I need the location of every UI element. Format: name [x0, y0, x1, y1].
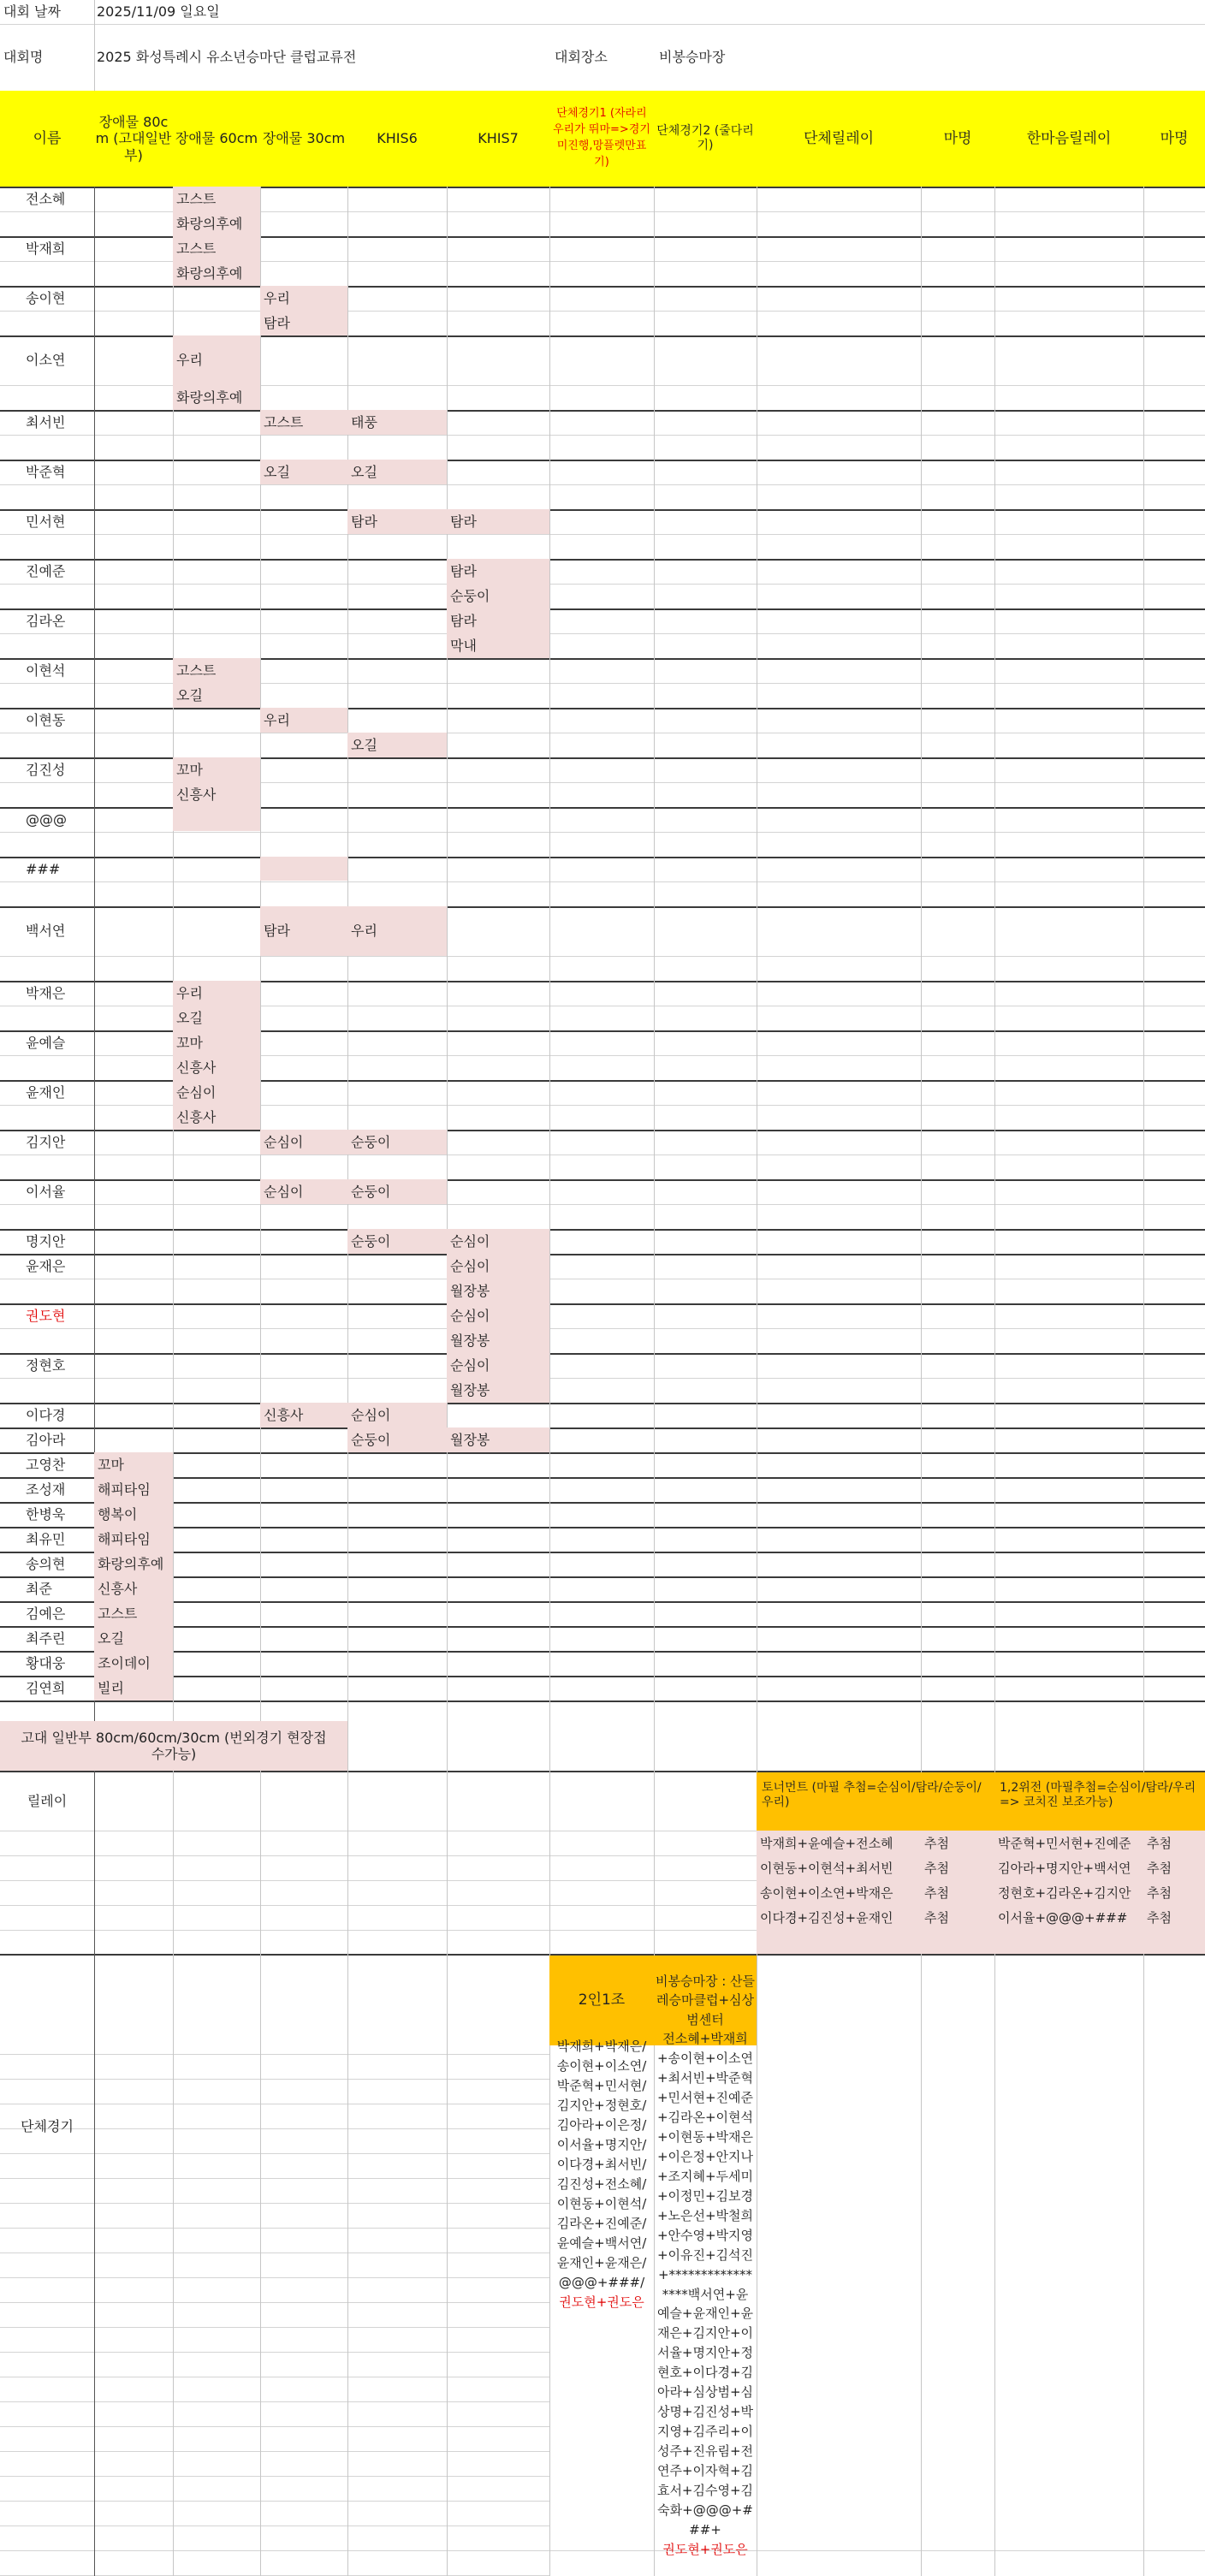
- relay-horse[interactable]: 추첨: [921, 1880, 994, 1905]
- grid-hline: [0, 2550, 1205, 2551]
- horse-cell-c60[interactable]: 오길: [173, 1006, 260, 1030]
- grid-hline: [0, 1527, 1205, 1528]
- rider-name[interactable]: 최주린: [26, 1629, 66, 1647]
- grid-hline: [0, 1229, 1205, 1231]
- grid-hline: [0, 1601, 1205, 1603]
- grid-hline: [0, 881, 1205, 882]
- rider-name[interactable]: 민서현: [26, 513, 66, 530]
- horse-cell-khis6[interactable]: 순둥이: [347, 1130, 447, 1154]
- rider-name[interactable]: 이서율: [26, 1183, 66, 1200]
- horse-cell-c60[interactable]: 꼬마: [173, 757, 260, 782]
- horse-cell-khis7[interactable]: 월장봉: [447, 1279, 549, 1303]
- grid-hline: [0, 1701, 1205, 1702]
- grid-vline: [921, 91, 922, 2576]
- grid-hline: [0, 559, 1205, 561]
- horse-cell-khis6[interactable]: 오길: [347, 460, 447, 484]
- grid-vline: [994, 91, 995, 2576]
- team-game-pair-list[interactable]: [549, 2039, 654, 2310]
- event-name-label[interactable]: 대회명: [3, 49, 44, 66]
- event-name-value[interactable]: 2025 화성특례시 유소년승마단 클럽교류전: [97, 49, 357, 66]
- grid-hline: [0, 1477, 1205, 1479]
- horse-cell-c30[interactable]: 탐라: [260, 311, 347, 335]
- rider-name[interactable]: 박재희: [26, 240, 66, 257]
- grid-hline: [0, 1378, 1205, 1379]
- team-game-label[interactable]: 단체경기: [21, 2118, 74, 2135]
- relay-team[interactable]: 이현동+이현석+최서빈: [757, 1855, 921, 1880]
- horse-cell-khis7[interactable]: 월장봉: [447, 1378, 549, 1403]
- grid-hline: [0, 584, 1205, 585]
- horse-cell-c60[interactable]: 꼬마: [173, 1030, 260, 1055]
- rider-name[interactable]: 윤재은: [26, 1257, 66, 1274]
- rider-name[interactable]: 황대웅: [26, 1654, 66, 1671]
- horse-cell-c60[interactable]: 화랑의후예: [173, 385, 260, 410]
- rider-name[interactable]: 백서연: [26, 923, 66, 940]
- date-label[interactable]: 대회 날짜: [3, 3, 61, 21]
- relay-team[interactable]: 이다경+김진성+윤재인: [757, 1905, 921, 1930]
- horse-cell-c30[interactable]: 고스트: [260, 410, 347, 435]
- horse-cell-c60[interactable]: 신흥사: [173, 1055, 260, 1080]
- horse-cell-c30[interactable]: 오길: [260, 460, 347, 484]
- grid-hline: [0, 460, 1205, 461]
- relay-horse[interactable]: 추첨: [921, 1905, 994, 1930]
- horse-cell-c60[interactable]: 고스트: [173, 187, 260, 211]
- rider-name[interactable]: 정현호: [26, 1356, 66, 1374]
- venue-value[interactable]: 비봉승마장: [659, 49, 726, 66]
- horse-cell-c80[interactable]: 오길: [94, 1626, 173, 1651]
- grid-hline: [0, 1626, 1205, 1628]
- rider-name[interactable]: 최유민: [26, 1530, 66, 1547]
- team-game-tug-list[interactable]: [654, 2031, 757, 2557]
- grid-hline: [0, 1328, 1205, 1329]
- grid-hline: [0, 311, 1205, 312]
- rider-name[interactable]: 전소혜: [26, 190, 66, 207]
- grid-hline: [0, 1552, 1205, 1553]
- horse-cell-c30[interactable]: 탐라: [260, 906, 347, 956]
- grid-hline: [0, 1427, 1205, 1429]
- grid-hline: [0, 1204, 1205, 1205]
- rider-name[interactable]: 김연희: [26, 1679, 66, 1696]
- horse-cell-c80[interactable]: 신흥사: [94, 1576, 173, 1601]
- rider-name[interactable]: 이현석: [26, 662, 66, 679]
- horse-cell-c80[interactable]: 빌리: [94, 1676, 173, 1701]
- date-value[interactable]: 2025/11/09 일요일: [97, 3, 220, 21]
- col-header-one-heart-relay[interactable]: 한마음릴레이: [994, 91, 1143, 187]
- team-game-venue-header[interactable]: 비봉승마장 : 산들레승마클럽+심상범센터: [654, 1956, 757, 2045]
- horse-cell-c80[interactable]: 해피타임: [94, 1527, 173, 1552]
- col-header-name[interactable]: 이름: [0, 91, 94, 187]
- grid-hline: [0, 906, 1205, 908]
- grid-hline: [0, 1676, 1205, 1677]
- horse-cell-khis7[interactable]: 순둥이: [447, 584, 549, 608]
- grid-hline: [0, 410, 1205, 412]
- horse-cell-c60[interactable]: 화랑의후예: [173, 211, 260, 236]
- horse-cell-khis6[interactable]: 태풍: [347, 410, 447, 435]
- grid-hline: [0, 2451, 549, 2452]
- rider-name[interactable]: 송의현: [26, 1555, 66, 1572]
- grid-vline: [1143, 91, 1144, 2576]
- horse-cell-c60[interactable]: 고스트: [173, 236, 260, 261]
- final-header[interactable]: 1,2위전 (마필추첨=순심이/탐라/우리 => 코치진 보조가능): [994, 1772, 1205, 1831]
- grid-hline: [0, 1403, 1205, 1404]
- horse-cell-c30[interactable]: 우리: [260, 286, 347, 311]
- team-game-pair-header[interactable]: 2인1조: [549, 1956, 654, 2045]
- horse-cell-c80[interactable]: 고스트: [94, 1601, 173, 1626]
- pair-list-red-text: 권도현+권도은: [559, 2294, 644, 2310]
- col-header-relay-horse[interactable]: 마명: [921, 91, 994, 187]
- relay-team[interactable]: 박재희+윤예슬+전소혜: [757, 1831, 921, 1855]
- rider-name[interactable]: 윤예슬: [26, 1034, 66, 1051]
- horse-cell-c30[interactable]: 신흥사: [260, 1403, 347, 1427]
- grid-hline: [0, 2501, 549, 2502]
- horse-cell-c60[interactable]: 고스트: [173, 658, 260, 683]
- grid-hline: [0, 1154, 1205, 1155]
- col-header-one-heart-horse[interactable]: 마명: [1143, 91, 1205, 187]
- rider-name[interactable]: 명지안: [26, 1232, 66, 1249]
- rider-name[interactable]: 김진성: [26, 761, 66, 778]
- horse-cell-c60[interactable]: 신흥사: [173, 1105, 260, 1130]
- final-team[interactable]: 김아라+명지안+백서연: [994, 1855, 1143, 1880]
- tug-list-red-text: 권도현+권도은: [662, 2541, 748, 2557]
- rider-name[interactable]: 권도현: [26, 1307, 66, 1324]
- grid-hline: [0, 1179, 1205, 1181]
- rider-name[interactable]: 김예은: [26, 1605, 66, 1622]
- horse-cell-c80[interactable]: 꼬마: [94, 1452, 173, 1477]
- grid-hline: [0, 1254, 1205, 1255]
- rider-name[interactable]: 윤재인: [26, 1083, 66, 1101]
- horse-cell-c30[interactable]: 순심이: [260, 1179, 347, 1204]
- grid-hline: [0, 1303, 1205, 1305]
- grid-hline: [0, 2302, 549, 2303]
- rider-name[interactable]: 박준혁: [26, 463, 66, 480]
- grid-hline: [0, 956, 1205, 957]
- horse-cell-khis6[interactable]: 순둥이: [347, 1229, 447, 1254]
- horse-cell-c60[interactable]: [173, 807, 260, 831]
- final-horse[interactable]: 추첨: [1143, 1855, 1205, 1880]
- grid-hline: [0, 2401, 549, 2402]
- final-team[interactable]: 박준혁+민서현+진예준: [994, 1831, 1143, 1855]
- col-header-obstacle-80[interactable]: 장애물 80cm (고대일반부): [94, 91, 173, 187]
- rider-name[interactable]: 한병욱: [26, 1505, 66, 1522]
- final-horse[interactable]: 추첨: [1143, 1831, 1205, 1855]
- horse-cell-khis7[interactable]: 순심이: [447, 1229, 549, 1254]
- horse-cell-khis7[interactable]: 탐라: [447, 608, 549, 633]
- horse-cell-c30[interactable]: 순심이: [260, 1130, 347, 1154]
- tournament-header[interactable]: 토너먼트 (마필 추첨=순심이/탐라/순둥이/우리): [757, 1772, 994, 1831]
- horse-cell-khis6[interactable]: 순둥이: [347, 1427, 447, 1452]
- tug-list-text: 전소혜+박재희+송이현+이소연+최서빈+박준혁+민서현+진예준+김라온+이현석+이현동+박재은+이은정+안지나+조지혜+두세미+이정민+김보경+노은선+박철희+안수영+박지영+이유진+김석진+*****************백서연+윤예슬+윤재인+윤재은+김지안+이서율+명지안+정현호+이다경+김아라+심상범+심상명+김진성+박지영+김주리+이성주+진유림+전연주+이자혁+김효서+김수영+김숙화+@@@+###+: [656, 2031, 754, 2537]
- rider-name[interactable]: 송이현: [26, 289, 66, 306]
- rider-name[interactable]: 고영찬: [26, 1456, 66, 1473]
- horse-cell-khis6[interactable]: 순심이: [347, 1403, 447, 1427]
- grid-hline: [0, 1576, 1205, 1578]
- relay-label[interactable]: 릴레이: [27, 1793, 68, 1810]
- horse-cell-c80[interactable]: 조이데이: [94, 1651, 173, 1676]
- horse-cell-khis7[interactable]: 월장봉: [447, 1427, 549, 1452]
- rider-name[interactable]: 이현동: [26, 711, 66, 728]
- grid-hline: [0, 484, 1205, 485]
- col-header-khis7[interactable]: KHIS7: [447, 91, 549, 187]
- final-horse[interactable]: 추첨: [1143, 1905, 1205, 1930]
- grid-hline: [0, 1651, 1205, 1653]
- senior-division-note[interactable]: 고대 일반부 80cm/60cm/30cm (번외경기 현장접수가능): [0, 1721, 347, 1771]
- grid-hline: [0, 534, 1205, 535]
- rider-name[interactable]: 박재은: [26, 984, 66, 1001]
- relay-horse[interactable]: 추첨: [921, 1831, 994, 1855]
- rider-name[interactable]: ###: [26, 860, 61, 877]
- horse-cell-c60[interactable]: 우리: [173, 335, 260, 385]
- rider-name[interactable]: 이다경: [26, 1406, 66, 1423]
- horse-cell-khis7[interactable]: 순심이: [447, 1353, 549, 1378]
- grid-hline: [0, 1452, 1205, 1454]
- final-horse[interactable]: 추첨: [1143, 1880, 1205, 1905]
- horse-cell-c30[interactable]: [260, 857, 347, 881]
- rider-name[interactable]: 진예준: [26, 562, 66, 579]
- rider-name[interactable]: 김아라: [26, 1431, 66, 1448]
- grid-hline: [0, 708, 1205, 709]
- grid-hline: [0, 435, 1205, 436]
- col-header-obstacle-60[interactable]: 장애물 60cm: [173, 91, 260, 187]
- horse-cell-khis7[interactable]: 순심이: [447, 1303, 549, 1328]
- grid-hline: [0, 509, 1205, 511]
- horse-cell-c60[interactable]: 신흥사: [173, 782, 260, 807]
- grid-hline: [0, 2426, 549, 2427]
- horse-cell-khis7[interactable]: 탐라: [447, 509, 549, 534]
- rider-name[interactable]: 이소연: [26, 352, 66, 369]
- grid-hline: [0, 608, 1205, 610]
- col-header-obstacle-30[interactable]: 장애물 30cm: [260, 91, 347, 187]
- horse-cell-c80[interactable]: 해피타임: [94, 1477, 173, 1502]
- grid-hline: [0, 857, 1205, 858]
- pair-list-text: 박재희+박재은/송이현+이소연/박준혁+민서현/김지안+정현호/김아라+이은정/이서율+명지안/이다경+최서빈/김진성+전소혜/이현동+이현석/김라온+진예준/윤예슬+백서연/윤재인+윤재은/@@@+###/: [556, 2039, 647, 2290]
- final-team[interactable]: 이서율+@@@+###: [994, 1905, 1143, 1930]
- venue-label[interactable]: 대회장소: [555, 49, 608, 66]
- horse-cell-khis6[interactable]: 탐라: [347, 509, 447, 534]
- rider-name[interactable]: 최준: [26, 1580, 52, 1597]
- grid-hline: [0, 1130, 1205, 1131]
- rider-name[interactable]: 최서빈: [26, 413, 66, 430]
- final-team[interactable]: 정현호+김라온+김지안: [994, 1880, 1143, 1905]
- horse-cell-khis6[interactable]: 우리: [347, 906, 447, 956]
- grid-vline: [94, 0, 95, 91]
- relay-horse[interactable]: 추첨: [921, 1855, 994, 1880]
- horse-cell-khis7[interactable]: 탐라: [447, 559, 549, 584]
- rider-name[interactable]: 조성재: [26, 1481, 66, 1498]
- col-header-team-game-1[interactable]: 단체경기1 (자라리 우리가 뛰마=>경기 미진행,망플렛만표기): [549, 91, 654, 187]
- rider-name[interactable]: 김지안: [26, 1133, 66, 1150]
- horse-cell-khis7[interactable]: 월장봉: [447, 1328, 549, 1353]
- grid-hline: [0, 286, 1205, 288]
- horse-cell-khis6[interactable]: 오길: [347, 733, 447, 757]
- grid-hline: [0, 1502, 1205, 1504]
- grid-hline: [0, 1353, 1205, 1355]
- horse-cell-c60[interactable]: 순심이: [173, 1080, 260, 1105]
- col-header-team-relay[interactable]: 단체릴레이: [757, 91, 921, 187]
- horse-cell-c30[interactable]: 우리: [260, 708, 347, 733]
- grid-hline: [0, 2476, 549, 2477]
- horse-cell-c80[interactable]: 화랑의후예: [94, 1552, 173, 1576]
- grid-vline: [173, 91, 174, 2576]
- grid-hline: [0, 832, 1205, 833]
- horse-cell-c60[interactable]: 오길: [173, 683, 260, 708]
- rider-name[interactable]: 김라온: [26, 612, 66, 629]
- horse-cell-khis6[interactable]: 순둥이: [347, 1179, 447, 1204]
- horse-cell-c60[interactable]: 화랑의후예: [173, 261, 260, 286]
- horse-cell-khis7[interactable]: 순심이: [447, 1254, 549, 1279]
- col-header-khis6[interactable]: KHIS6: [347, 91, 447, 187]
- grid-hline: [0, 633, 1205, 634]
- grid-hline: [0, 2327, 549, 2328]
- horse-cell-c80[interactable]: 행복이: [94, 1502, 173, 1527]
- horse-cell-c60[interactable]: 우리: [173, 981, 260, 1006]
- relay-team[interactable]: 송이현+이소연+박재은: [757, 1880, 921, 1905]
- grid-hline: [0, 2352, 549, 2353]
- horse-cell-khis7[interactable]: 막내: [447, 633, 549, 658]
- grid-vline: [94, 91, 95, 2576]
- relay-extra-row[interactable]: [757, 1930, 1205, 1954]
- rider-name[interactable]: @@@: [26, 810, 67, 828]
- col-header-team-game-2[interactable]: 단체경기2 (줄다리기): [654, 91, 757, 187]
